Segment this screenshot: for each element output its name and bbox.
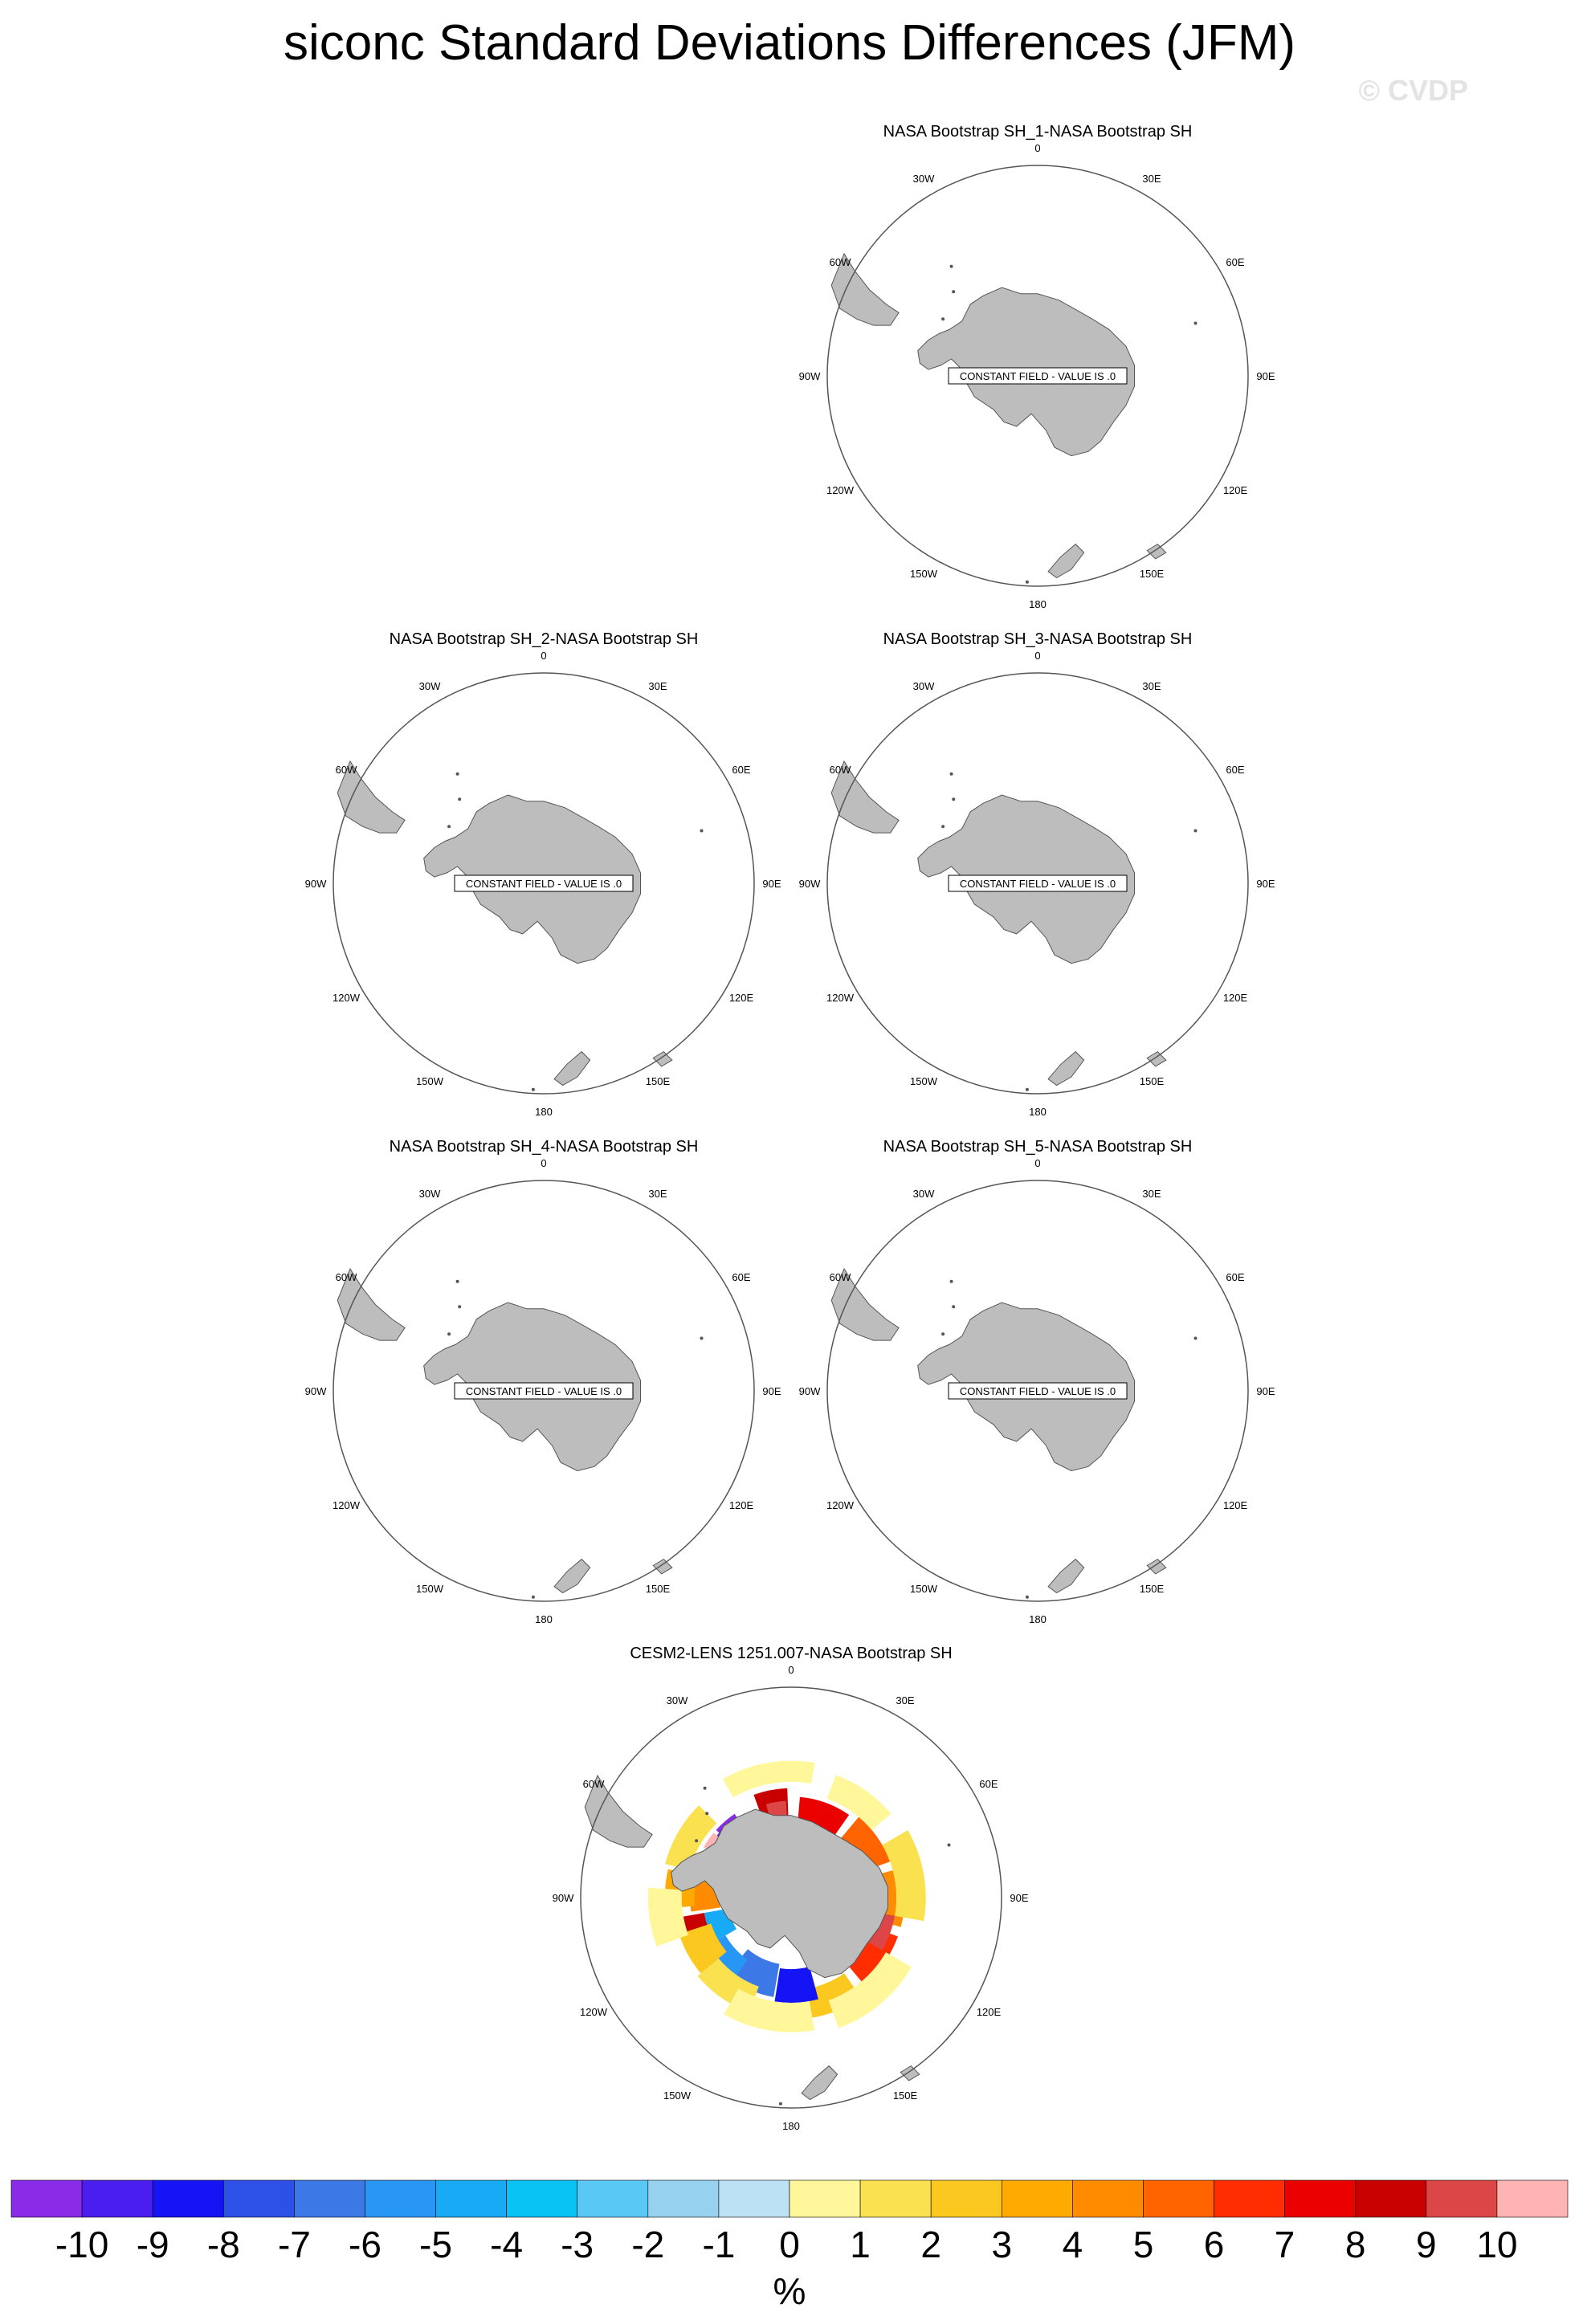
colorbar-swatch xyxy=(1497,2180,1568,2217)
colorbar-swatch xyxy=(577,2180,648,2217)
colorbar xyxy=(11,2180,1568,2312)
island-marker xyxy=(447,1332,451,1335)
longitude-label: 60E xyxy=(979,1778,998,1790)
longitude-label: 180 xyxy=(1029,1106,1047,1118)
longitude-label: 30E xyxy=(648,680,667,692)
island-marker xyxy=(1026,1088,1029,1091)
panel-title: NASA Bootstrap SH_1-NASA Bootstrap SH xyxy=(883,123,1193,141)
longitude-label: 120W xyxy=(333,1499,360,1511)
colorbar-tick-label: -3 xyxy=(561,2224,594,2265)
constant-field-label: CONSTANT FIELD - VALUE IS .0 xyxy=(465,878,622,890)
longitude-label: 120W xyxy=(826,992,854,1004)
longitude-label: 0 xyxy=(541,650,547,662)
island-marker xyxy=(532,1088,535,1091)
longitude-label: 30E xyxy=(1142,1188,1161,1200)
map-panel xyxy=(553,1645,1029,2132)
island-marker xyxy=(941,1332,945,1335)
panel-title: NASA Bootstrap SH_4-NASA Bootstrap SH xyxy=(389,1138,699,1156)
colorbar-swatch xyxy=(223,2180,294,2217)
colorbar-tick-label: 8 xyxy=(1344,2224,1366,2265)
longitude-label: 60E xyxy=(732,1271,751,1283)
longitude-label: 90W xyxy=(304,878,327,890)
longitude-label: 180 xyxy=(1029,598,1047,610)
longitude-label: 120W xyxy=(826,1499,854,1511)
longitude-label: 150E xyxy=(645,1583,671,1595)
constant-field-label: CONSTANT FIELD - VALUE IS .0 xyxy=(465,1385,622,1397)
colorbar-tick-label: -6 xyxy=(349,2224,381,2265)
longitude-label: 30W xyxy=(912,680,935,692)
longitude-label: 60E xyxy=(732,764,751,776)
colorbar-tick-label: -1 xyxy=(702,2224,736,2265)
colorbar-tick-label: 2 xyxy=(920,2224,941,2265)
island-marker xyxy=(705,1812,708,1815)
island-marker xyxy=(700,1337,704,1340)
colorbar-tick-label: -8 xyxy=(206,2224,240,2265)
longitude-label: 120E xyxy=(728,992,754,1004)
longitude-label: 150E xyxy=(1139,1075,1165,1087)
colorbar-swatch xyxy=(365,2180,435,2217)
island-marker xyxy=(952,1305,955,1308)
colorbar-tick-label: 4 xyxy=(1062,2224,1083,2265)
panel-title: NASA Bootstrap SH_3-NASA Bootstrap SH xyxy=(883,630,1193,648)
longitude-label: 60W xyxy=(335,1271,357,1283)
island-marker xyxy=(1194,322,1198,325)
colorbar-swatch xyxy=(719,2180,790,2217)
longitude-label: 150E xyxy=(892,2090,918,2102)
longitude-label: 150E xyxy=(645,1075,671,1087)
island-marker xyxy=(456,1280,459,1283)
colorbar-tick-label: 5 xyxy=(1132,2224,1154,2265)
colorbar-tick-label: 0 xyxy=(779,2224,800,2265)
longitude-label: 90E xyxy=(1256,370,1275,382)
colorbar-units: % xyxy=(773,2270,806,2312)
panel-title: NASA Bootstrap SH_2-NASA Bootstrap SH xyxy=(389,630,699,648)
longitude-label: 150W xyxy=(910,568,937,580)
colorbar-swatch xyxy=(1072,2180,1143,2217)
island-marker xyxy=(941,317,945,320)
longitude-label: 150W xyxy=(910,1583,937,1595)
longitude-label: 30W xyxy=(418,1188,441,1200)
colorbar-tick-label: -9 xyxy=(136,2224,169,2265)
island-marker xyxy=(1026,581,1029,584)
longitude-label: 120E xyxy=(976,2006,1002,2018)
island-marker xyxy=(952,290,955,293)
constant-field-label: CONSTANT FIELD - VALUE IS .0 xyxy=(959,1385,1116,1397)
colorbar-swatch xyxy=(82,2180,153,2217)
colorbar-swatch xyxy=(648,2180,719,2217)
longitude-label: 120W xyxy=(333,992,360,1004)
island-marker xyxy=(1026,1596,1029,1599)
island-marker xyxy=(950,1280,953,1283)
colorbar-swatch xyxy=(1285,2180,1356,2217)
longitude-label: 60W xyxy=(829,764,851,776)
island-marker xyxy=(700,830,704,833)
colorbar-swatch xyxy=(1143,2180,1214,2217)
colorbar-swatch xyxy=(931,2180,1002,2217)
longitude-label: 90W xyxy=(798,1385,821,1397)
cvdp-watermark: © CVDP xyxy=(1358,74,1468,107)
colorbar-swatch xyxy=(1426,2180,1497,2217)
colorbar-swatch xyxy=(860,2180,931,2217)
longitude-label: 30W xyxy=(912,173,935,185)
longitude-label: 90W xyxy=(798,370,821,382)
colorbar-tick-label: 1 xyxy=(850,2224,871,2265)
longitude-label: 180 xyxy=(535,1106,553,1118)
island-marker xyxy=(950,773,953,776)
longitude-label: 90E xyxy=(762,878,781,890)
longitude-label: 90E xyxy=(762,1385,781,1397)
longitude-label: 150E xyxy=(1139,1583,1165,1595)
map-panel xyxy=(305,1138,781,1625)
longitude-label: 30W xyxy=(418,680,441,692)
colorbar-swatch xyxy=(507,2180,577,2217)
longitude-label: 60E xyxy=(1226,256,1245,268)
map-panel xyxy=(305,630,781,1118)
colorbar-swatch xyxy=(1002,2180,1072,2217)
longitude-label: 60E xyxy=(1226,764,1245,776)
longitude-label: 30W xyxy=(666,1694,688,1706)
longitude-label: 0 xyxy=(788,1664,794,1676)
longitude-label: 60E xyxy=(1226,1271,1245,1283)
island-marker xyxy=(952,797,955,801)
longitude-label: 90E xyxy=(1010,1892,1029,1904)
longitude-label: 0 xyxy=(1034,142,1041,154)
colorbar-tick-label: -5 xyxy=(419,2224,452,2265)
longitude-label: 150E xyxy=(1139,568,1165,580)
longitude-label: 30W xyxy=(912,1188,935,1200)
longitude-label: 90W xyxy=(552,1892,574,1904)
colorbar-swatch xyxy=(436,2180,507,2217)
longitude-label: 120E xyxy=(1222,484,1248,496)
colorbar-tick-label: -2 xyxy=(631,2224,665,2265)
longitude-label: 120E xyxy=(1222,992,1248,1004)
colorbar-tick-label: -4 xyxy=(490,2224,524,2265)
colorbar-swatch xyxy=(11,2180,82,2217)
panel-title: NASA Bootstrap SH_5-NASA Bootstrap SH xyxy=(883,1138,1193,1156)
colorbar-tick-label: 9 xyxy=(1416,2224,1437,2265)
longitude-label: 60W xyxy=(582,1778,605,1790)
longitude-label: 150W xyxy=(663,2090,691,2102)
island-marker xyxy=(456,773,459,776)
island-marker xyxy=(532,1596,535,1599)
longitude-label: 60W xyxy=(335,764,357,776)
island-marker xyxy=(695,1839,698,1842)
longitude-label: 150W xyxy=(416,1583,443,1595)
longitude-label: 0 xyxy=(541,1157,547,1169)
longitude-label: 90E xyxy=(1256,878,1275,890)
island-marker xyxy=(1194,1337,1198,1340)
map-panel xyxy=(799,1138,1275,1625)
longitude-label: 180 xyxy=(535,1613,553,1625)
longitude-label: 90W xyxy=(304,1385,327,1397)
island-marker xyxy=(941,825,945,828)
longitude-label: 30E xyxy=(1142,173,1161,185)
island-marker xyxy=(950,265,953,268)
colorbar-swatch xyxy=(790,2180,860,2217)
colorbar-swatch xyxy=(294,2180,365,2217)
constant-field-label: CONSTANT FIELD - VALUE IS .0 xyxy=(959,370,1116,382)
longitude-label: 90W xyxy=(798,878,821,890)
longitude-label: 0 xyxy=(1034,650,1041,662)
colorbar-swatch xyxy=(1214,2180,1285,2217)
map-panel xyxy=(799,630,1275,1118)
longitude-label: 180 xyxy=(782,2120,800,2132)
longitude-label: 90E xyxy=(1256,1385,1275,1397)
colorbar-tick-label: -10 xyxy=(55,2224,109,2265)
colorbar-tick-label: 10 xyxy=(1476,2224,1518,2265)
longitude-label: 30E xyxy=(648,1188,667,1200)
island-marker xyxy=(948,1844,951,1847)
island-marker xyxy=(458,1305,461,1308)
colorbar-tick-label: 6 xyxy=(1203,2224,1225,2265)
colorbar-tick-label: 7 xyxy=(1274,2224,1295,2265)
figure-title: siconc Standard Deviations Differences (JFM) xyxy=(283,15,1295,71)
colorbar-tick-label: 3 xyxy=(991,2224,1013,2265)
island-marker xyxy=(458,797,461,801)
longitude-label: 120E xyxy=(728,1499,754,1511)
longitude-label: 150W xyxy=(416,1075,443,1087)
longitude-label: 120E xyxy=(1222,1499,1248,1511)
longitude-label: 60W xyxy=(829,256,851,268)
island-marker xyxy=(447,825,451,828)
longitude-label: 30E xyxy=(896,1694,915,1706)
island-marker xyxy=(779,2102,782,2106)
island-marker xyxy=(704,1787,707,1790)
longitude-label: 120W xyxy=(580,2006,607,2018)
colorbar-swatch xyxy=(153,2180,223,2217)
island-marker xyxy=(1194,830,1198,833)
longitude-label: 150W xyxy=(910,1075,937,1087)
panel-title: CESM2-LENS 1251.007-NASA Bootstrap SH xyxy=(630,1645,953,1662)
map-panel xyxy=(799,123,1275,610)
longitude-label: 60W xyxy=(829,1271,851,1283)
longitude-label: 120W xyxy=(826,484,854,496)
longitude-label: 0 xyxy=(1034,1157,1041,1169)
longitude-label: 180 xyxy=(1029,1613,1047,1625)
longitude-label: 30E xyxy=(1142,680,1161,692)
constant-field-label: CONSTANT FIELD - VALUE IS .0 xyxy=(959,878,1116,890)
colorbar-swatch xyxy=(1356,2180,1426,2217)
colorbar-tick-label: -7 xyxy=(277,2224,311,2265)
